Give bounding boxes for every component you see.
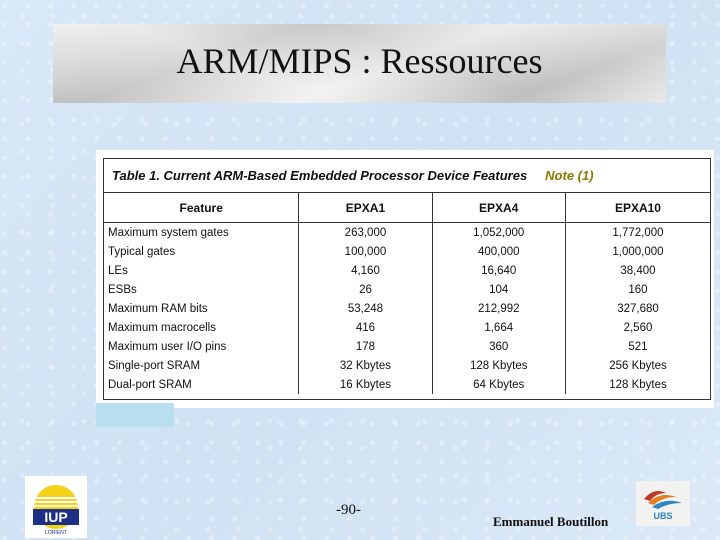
epxa10-cell: 1,772,000 [612, 226, 664, 239]
title-banner [53, 24, 666, 103]
table-row [104, 280, 710, 299]
epxa10-cell: 521 [628, 340, 648, 353]
feature-cell: Typical gates [104, 242, 299, 261]
author-name: Emmanuel Boutillon [493, 514, 609, 529]
features-table [104, 193, 710, 394]
table-row [104, 375, 710, 394]
table-note: Note (1) [545, 168, 594, 183]
feature-cell: Single-port SRAM [104, 356, 299, 375]
table-row [104, 318, 710, 337]
table-row [104, 223, 710, 243]
header-epxa1: EPXA1 [299, 193, 432, 223]
epxa4-cell: 64 Kbytes [432, 375, 565, 394]
svg-text:LORIENT: LORIENT [45, 530, 67, 536]
feature-cell: Maximum RAM bits [104, 299, 299, 318]
feature-cell: ESBs [104, 280, 299, 299]
epxa4-cell: 400,000 [432, 242, 565, 261]
epxa4-cell: 1,664 [432, 318, 565, 337]
epxa1-cell: 26 [299, 280, 432, 299]
epxa4-cell: 104 [432, 280, 565, 299]
svg-text:UBS: UBS [653, 511, 673, 521]
epxa10-cell: 327,680 [617, 302, 659, 315]
features-table-frame [103, 158, 711, 400]
ubs-logo [636, 481, 690, 526]
epxa10-cell: 1,000,000 [612, 245, 664, 258]
epxa4-cell: 1,052,000 [432, 223, 565, 243]
epxa10-cell: 2,560 [623, 321, 653, 334]
epxa1-cell: 16 Kbytes [299, 375, 432, 394]
table-row [104, 242, 710, 261]
feature-cell: Maximum system gates [104, 223, 299, 243]
epxa1-cell: 416 [299, 318, 432, 337]
epxa10-cell: 38,400 [620, 264, 656, 277]
table-row [104, 299, 710, 318]
epxa1-cell: 178 [299, 337, 432, 356]
table-row [104, 337, 710, 356]
table-row [104, 261, 710, 280]
table-row [104, 356, 710, 375]
epxa1-cell: 4,160 [299, 261, 432, 280]
epxa1-cell: 32 Kbytes [299, 356, 432, 375]
epxa4-cell: 128 Kbytes [432, 356, 565, 375]
table-header-row [104, 193, 710, 223]
iup-logo-graphic [25, 476, 87, 538]
feature-cell: Dual-port SRAM [104, 375, 299, 394]
svg-text:IUP: IUP [44, 509, 68, 525]
features-table-image [96, 150, 714, 408]
blue-rectangle [96, 403, 174, 427]
epxa4-cell: 16,640 [432, 261, 565, 280]
header-epxa10: EPXA10 [565, 193, 710, 223]
iup-logo [25, 476, 87, 538]
table-body [104, 223, 710, 395]
feature-cell: Maximum user I/O pins [104, 337, 299, 356]
feature-cell: Maximum macrocells [104, 318, 299, 337]
header-epxa4: EPXA4 [432, 193, 565, 223]
epxa1-cell: 53,248 [299, 299, 432, 318]
epxa1-cell: 100,000 [299, 242, 432, 261]
slide-title: ARM/MIPS : Ressources [176, 41, 543, 81]
epxa10-cell: 160 [628, 283, 648, 296]
epxa4-cell: 212,992 [432, 299, 565, 318]
header-feature: Feature [104, 193, 299, 223]
epxa4-cell: 360 [432, 337, 565, 356]
page-number: -90- [336, 502, 361, 518]
epxa10-cell: 256 Kbytes [609, 359, 667, 372]
table-caption-text: Table 1. Current ARM-Based Embedded Processor Device Features [112, 168, 528, 183]
ubs-logo-graphic [636, 481, 690, 526]
epxa1-cell: 263,000 [299, 223, 432, 243]
table-caption [104, 159, 710, 193]
epxa10-cell: 128 Kbytes [609, 378, 667, 391]
feature-cell: LEs [104, 261, 299, 280]
